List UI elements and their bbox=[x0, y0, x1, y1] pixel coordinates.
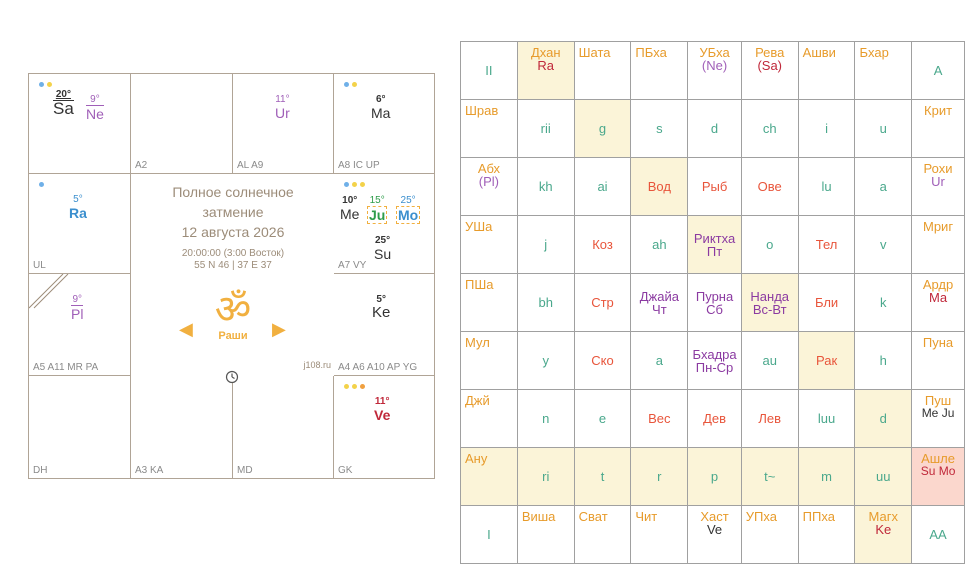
aspect-dots bbox=[344, 180, 368, 189]
grid-cell[interactable]: a bbox=[631, 332, 688, 390]
planet-mo[interactable]: 25° Mo bbox=[398, 195, 419, 223]
planet-ra[interactable]: 5° Ra bbox=[69, 194, 87, 221]
house-9[interactable] bbox=[29, 376, 131, 478]
grid-row bbox=[461, 390, 965, 448]
grid-cell[interactable]: УШа bbox=[461, 216, 518, 274]
house-7[interactable] bbox=[233, 376, 334, 478]
grid-cell[interactable]: Мул bbox=[461, 332, 518, 390]
grid-row bbox=[461, 100, 965, 158]
planet-ne[interactable]: 9° Ne bbox=[86, 94, 104, 122]
grid-cell[interactable]: УБха (Ne) bbox=[688, 42, 741, 100]
grid-cell[interactable]: e bbox=[574, 390, 631, 448]
grid-row bbox=[461, 158, 965, 216]
grid-cell[interactable]: h bbox=[855, 332, 912, 390]
grid-cell[interactable]: Виша bbox=[517, 506, 574, 564]
planet-me[interactable]: 10° Me bbox=[340, 195, 360, 222]
house-label: DH bbox=[33, 465, 48, 476]
grid-cell[interactable]: k bbox=[855, 274, 912, 332]
grid-cell[interactable]: Шрав bbox=[461, 100, 518, 158]
planet-ma[interactable]: 6° Ma bbox=[371, 94, 391, 121]
grid-row bbox=[461, 216, 965, 274]
house-8[interactable] bbox=[131, 376, 233, 478]
grid-cell[interactable]: ch bbox=[741, 100, 798, 158]
grid-cell[interactable]: Мриг bbox=[912, 216, 965, 274]
grid-cell[interactable]: r bbox=[631, 448, 688, 506]
grid-cell[interactable]: A bbox=[912, 42, 965, 100]
grid-cell[interactable]: au bbox=[741, 332, 798, 390]
house-6[interactable] bbox=[334, 376, 434, 478]
grid-cell[interactable]: ППха bbox=[798, 506, 855, 564]
grid-cell[interactable]: Чит bbox=[631, 506, 688, 564]
grid-cell[interactable]: s bbox=[631, 100, 688, 158]
grid-cell[interactable]: Абх (Pl) bbox=[461, 158, 518, 216]
grid-row bbox=[461, 448, 965, 506]
event-title: Полное солнечное затмение 12 августа 2026 bbox=[172, 184, 294, 240]
grid-cell[interactable]: II bbox=[461, 42, 518, 100]
grid-cell[interactable]: bh bbox=[517, 274, 574, 332]
grid-cell[interactable]: g bbox=[574, 100, 631, 158]
grid-cell[interactable]: Стр bbox=[574, 274, 631, 332]
grid-cell[interactable]: Рохи Ur bbox=[912, 158, 965, 216]
grid-cell[interactable]: Бли bbox=[798, 274, 855, 332]
grid-cell[interactable]: Ашви bbox=[798, 42, 855, 100]
grid-cell[interactable]: Дхан Ra bbox=[517, 42, 574, 100]
grid-cell[interactable]: Рак bbox=[798, 332, 855, 390]
om-logo: ॐ bbox=[214, 288, 252, 332]
grid-row bbox=[461, 274, 965, 332]
sarvatobhadra-grid bbox=[460, 41, 965, 564]
grid-cell[interactable]: Вод bbox=[631, 158, 688, 216]
grid-cell[interactable]: Пуна bbox=[912, 332, 965, 390]
clock-icon[interactable] bbox=[225, 370, 239, 384]
house-5[interactable] bbox=[334, 274, 434, 376]
next-arrow-icon[interactable]: ▶ bbox=[272, 319, 286, 339]
grid-cell[interactable]: Рыб bbox=[688, 158, 741, 216]
grid-cell[interactable]: Коз bbox=[574, 216, 631, 274]
house-10[interactable] bbox=[29, 274, 131, 376]
grid-cell[interactable]: Риктха Пт bbox=[688, 216, 741, 274]
house-label: AL A9 bbox=[237, 160, 264, 171]
grid-row bbox=[461, 332, 965, 390]
grid-cell[interactable]: Хаст Ve bbox=[688, 506, 741, 564]
site-link[interactable]: j108.ru bbox=[303, 360, 331, 370]
grid-cell[interactable]: uu bbox=[855, 448, 912, 506]
grid-cell[interactable]: I bbox=[461, 506, 518, 564]
house-label: A8 IC UP bbox=[338, 160, 380, 171]
grid-cell[interactable]: Дев bbox=[688, 390, 741, 448]
grid-cell[interactable]: Ашле Su Mo bbox=[912, 448, 965, 506]
planet-ju[interactable]: 15° Ju bbox=[369, 195, 386, 223]
grid-cell[interactable]: Бхадра Пн-Ср bbox=[688, 332, 741, 390]
house-label: A3 KA bbox=[135, 465, 164, 476]
grid-cell[interactable]: kh bbox=[517, 158, 574, 216]
chart-center bbox=[132, 174, 334, 374]
grid-cell[interactable]: m bbox=[798, 448, 855, 506]
grid-cell[interactable]: t bbox=[574, 448, 631, 506]
house-1[interactable] bbox=[131, 74, 233, 174]
grid-cell[interactable]: Джайа Чт bbox=[631, 274, 688, 332]
house-12[interactable] bbox=[29, 74, 131, 174]
grid-cell[interactable]: luu bbox=[798, 390, 855, 448]
chart-type-label[interactable]: Раши bbox=[218, 330, 248, 342]
house-label: A2 bbox=[135, 160, 148, 171]
grid-cell[interactable]: Ове bbox=[741, 158, 798, 216]
grid-cell[interactable]: Ану bbox=[461, 448, 518, 506]
grid-cell[interactable]: i bbox=[798, 100, 855, 158]
grid-cell[interactable]: y bbox=[517, 332, 574, 390]
grid-cell[interactable]: ai bbox=[574, 158, 631, 216]
house-label: A7 VY bbox=[338, 260, 367, 271]
house-11[interactable] bbox=[29, 174, 131, 274]
grid-cell[interactable]: ah bbox=[631, 216, 688, 274]
grid-cell[interactable]: Бхар bbox=[855, 42, 912, 100]
grid-cell[interactable]: Ско bbox=[574, 332, 631, 390]
rashi-chart bbox=[28, 73, 435, 479]
grid-cell[interactable]: o bbox=[741, 216, 798, 274]
grid-cell[interactable]: Пуш Me Ju bbox=[912, 390, 965, 448]
prev-arrow-icon[interactable]: ◀ bbox=[179, 319, 193, 339]
grid-cell[interactable]: p bbox=[688, 448, 741, 506]
grid-cell[interactable]: t~ bbox=[741, 448, 798, 506]
house-label: UL bbox=[33, 260, 46, 271]
planet-ke[interactable]: 5° Ke bbox=[372, 294, 391, 321]
grid-cell[interactable]: u bbox=[855, 100, 912, 158]
house-label: GK bbox=[338, 465, 353, 476]
aspect-dots bbox=[39, 180, 47, 189]
house-label: MD bbox=[237, 465, 253, 476]
planet-ur[interactable]: 11° Ur bbox=[275, 94, 290, 121]
grid-cell[interactable]: n bbox=[517, 390, 574, 448]
grid-cell[interactable]: a bbox=[855, 158, 912, 216]
house-4[interactable] bbox=[334, 174, 434, 274]
house-label: A4 A6 A10 AP YG bbox=[338, 362, 418, 373]
grid-cell[interactable]: Тел bbox=[798, 216, 855, 274]
aspect-dots bbox=[344, 80, 360, 89]
grid-cell[interactable]: Магх Ke bbox=[855, 506, 912, 564]
aspect-dots bbox=[344, 382, 368, 391]
grid-cell[interactable]: Джй bbox=[461, 390, 518, 448]
grid-cell[interactable]: Сват bbox=[574, 506, 631, 564]
house-label: A5 A11 MR PA bbox=[33, 362, 99, 373]
grid-cell[interactable]: Шата bbox=[574, 42, 631, 100]
grid-cell[interactable]: j bbox=[517, 216, 574, 274]
grid-cell[interactable]: v bbox=[855, 216, 912, 274]
grid-cell[interactable]: Лев bbox=[741, 390, 798, 448]
aspect-dots bbox=[39, 80, 55, 89]
grid-cell[interactable]: d bbox=[855, 390, 912, 448]
grid-cell[interactable]: rii bbox=[517, 100, 574, 158]
planet-su[interactable]: 25° Su bbox=[374, 235, 392, 262]
grid-cell[interactable]: ПБха bbox=[631, 42, 688, 100]
planet-ve[interactable]: 11° Ve bbox=[374, 396, 391, 423]
planet-sa[interactable]: 20° Sa bbox=[53, 89, 74, 118]
grid-cell[interactable]: Ардр Ma bbox=[912, 274, 965, 332]
grid-cell[interactable]: Рева (Sa) bbox=[741, 42, 798, 100]
grid-cell[interactable]: Вес bbox=[631, 390, 688, 448]
grid-row bbox=[461, 42, 965, 100]
grid-cell[interactable]: lu bbox=[798, 158, 855, 216]
hatch-mark bbox=[29, 274, 69, 309]
house-2[interactable] bbox=[233, 74, 334, 174]
event-time: 20:00:00 (3:00 Восток) 55 N 46 | 37 E 37 bbox=[181, 248, 285, 271]
grid-cell[interactable]: Крит bbox=[912, 100, 965, 158]
grid-cell[interactable]: Нанда Вс-Вт bbox=[741, 274, 798, 332]
grid-cell[interactable]: ri bbox=[517, 448, 574, 506]
grid-cell[interactable]: AA bbox=[912, 506, 965, 564]
planet-pl[interactable]: 9° Pl bbox=[71, 294, 84, 322]
grid-cell[interactable]: d bbox=[688, 100, 741, 158]
grid-cell[interactable]: ПШа bbox=[461, 274, 518, 332]
grid-cell[interactable]: Пурна Сб bbox=[688, 274, 741, 332]
house-3[interactable] bbox=[334, 74, 434, 174]
grid-cell[interactable]: УПха bbox=[741, 506, 798, 564]
